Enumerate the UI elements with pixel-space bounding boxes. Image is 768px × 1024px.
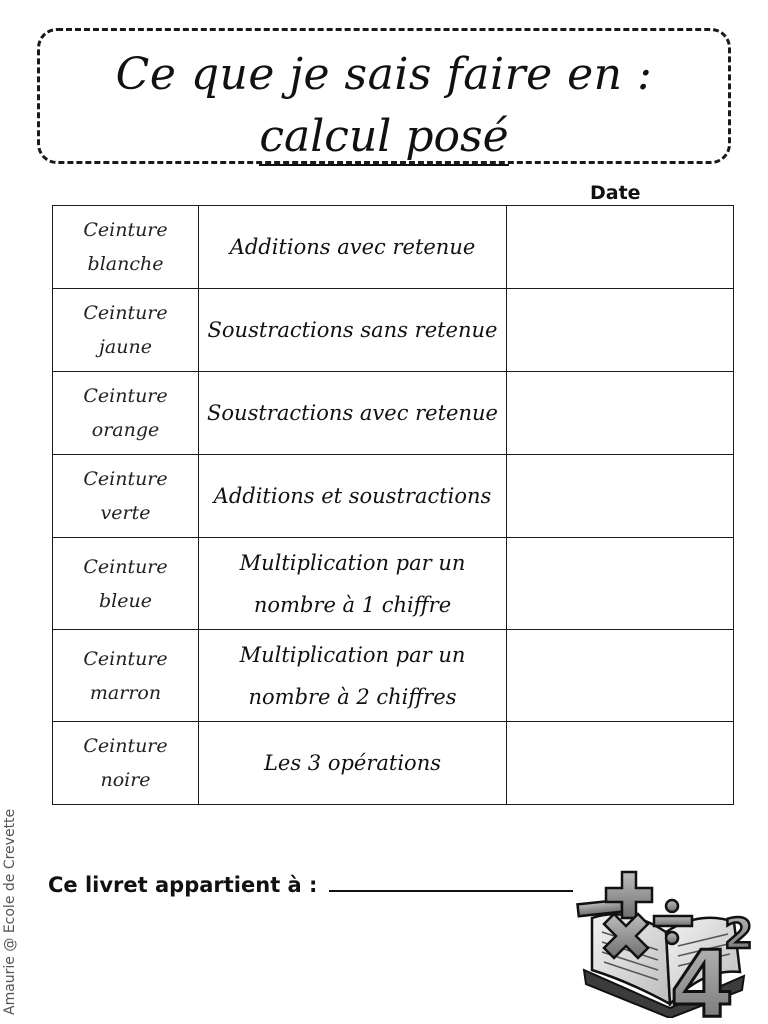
exponent-two: 2 [724, 909, 754, 958]
skill-label-line2: nombre à 2 chiffres [248, 684, 457, 709]
table-row [53, 630, 734, 722]
skills-table [52, 205, 734, 805]
skill-cell [199, 372, 507, 455]
belt-cell [53, 722, 199, 805]
page-title: Ce que je sais faire en : [115, 49, 653, 100]
skill-label: Soustractions sans retenue [207, 318, 498, 342]
table-row [53, 289, 734, 372]
belt-cell [53, 206, 199, 289]
skill-label: Additions avec retenue [229, 235, 476, 259]
belt-label-line1: Ceinture [83, 647, 168, 670]
belt-label-line2: noire [100, 769, 151, 791]
belt-label-line2: orange [91, 419, 160, 441]
table-row [53, 538, 734, 630]
date-cell[interactable] [507, 455, 734, 538]
belt-label-line1: Ceinture [83, 385, 168, 407]
owner-label: Ce livret appartient à : [48, 873, 318, 897]
belt-label-line2: verte [100, 502, 151, 524]
skill-cell [199, 455, 507, 538]
belt-cell [53, 630, 199, 722]
date-cell[interactable] [507, 372, 734, 455]
belt-label-line2: jaune [99, 336, 152, 358]
subtitle-text: calcul posé [259, 111, 508, 166]
table-row [53, 455, 734, 538]
title-frame [37, 28, 731, 164]
belt-label-line2: blanche [87, 253, 164, 275]
skill-label: Multiplication par un [239, 642, 466, 667]
math-book-icon [574, 858, 764, 1018]
date-cell[interactable] [507, 722, 734, 805]
owner-name-field[interactable] [329, 870, 573, 892]
skill-cell [199, 630, 507, 722]
digit-four: 4 [670, 931, 735, 1018]
skill-label-line2: nombre à 1 chiffre [253, 592, 452, 617]
belt-cell [53, 455, 199, 538]
skill-cell [199, 206, 507, 289]
belt-label-line1: Ceinture [83, 468, 168, 490]
belt-cell [53, 289, 199, 372]
belt-label-line1: Ceinture [83, 302, 168, 324]
belt-label-line1: Ceinture [83, 735, 168, 757]
belt-label-line2: bleue [99, 589, 152, 612]
skill-cell [199, 538, 507, 630]
skill-label: Les 3 opérations [263, 751, 442, 775]
belt-cell [53, 538, 199, 630]
skill-cell [199, 289, 507, 372]
page-subtitle [40, 109, 728, 165]
belt-label-line1: Ceinture [83, 555, 168, 578]
belt-label-line2: marron [89, 681, 162, 704]
date-cell[interactable] [507, 206, 734, 289]
skill-label: Multiplication par un [239, 550, 466, 575]
date-cell[interactable] [507, 630, 734, 722]
belt-cell [53, 372, 199, 455]
table-row [53, 722, 734, 805]
date-column-header: Date [590, 182, 641, 204]
table-row [53, 372, 734, 455]
skill-cell [199, 722, 507, 805]
owner-row [48, 870, 573, 897]
credit-text: Amaurie @ Ecole de Crevette [2, 808, 18, 1015]
date-cell[interactable] [507, 289, 734, 372]
skill-label: Soustractions avec retenue [207, 401, 498, 425]
belt-label-line1: Ceinture [83, 219, 168, 241]
skill-label: Additions et soustractions [213, 484, 492, 508]
date-cell[interactable] [507, 538, 734, 630]
table-row [53, 206, 734, 289]
